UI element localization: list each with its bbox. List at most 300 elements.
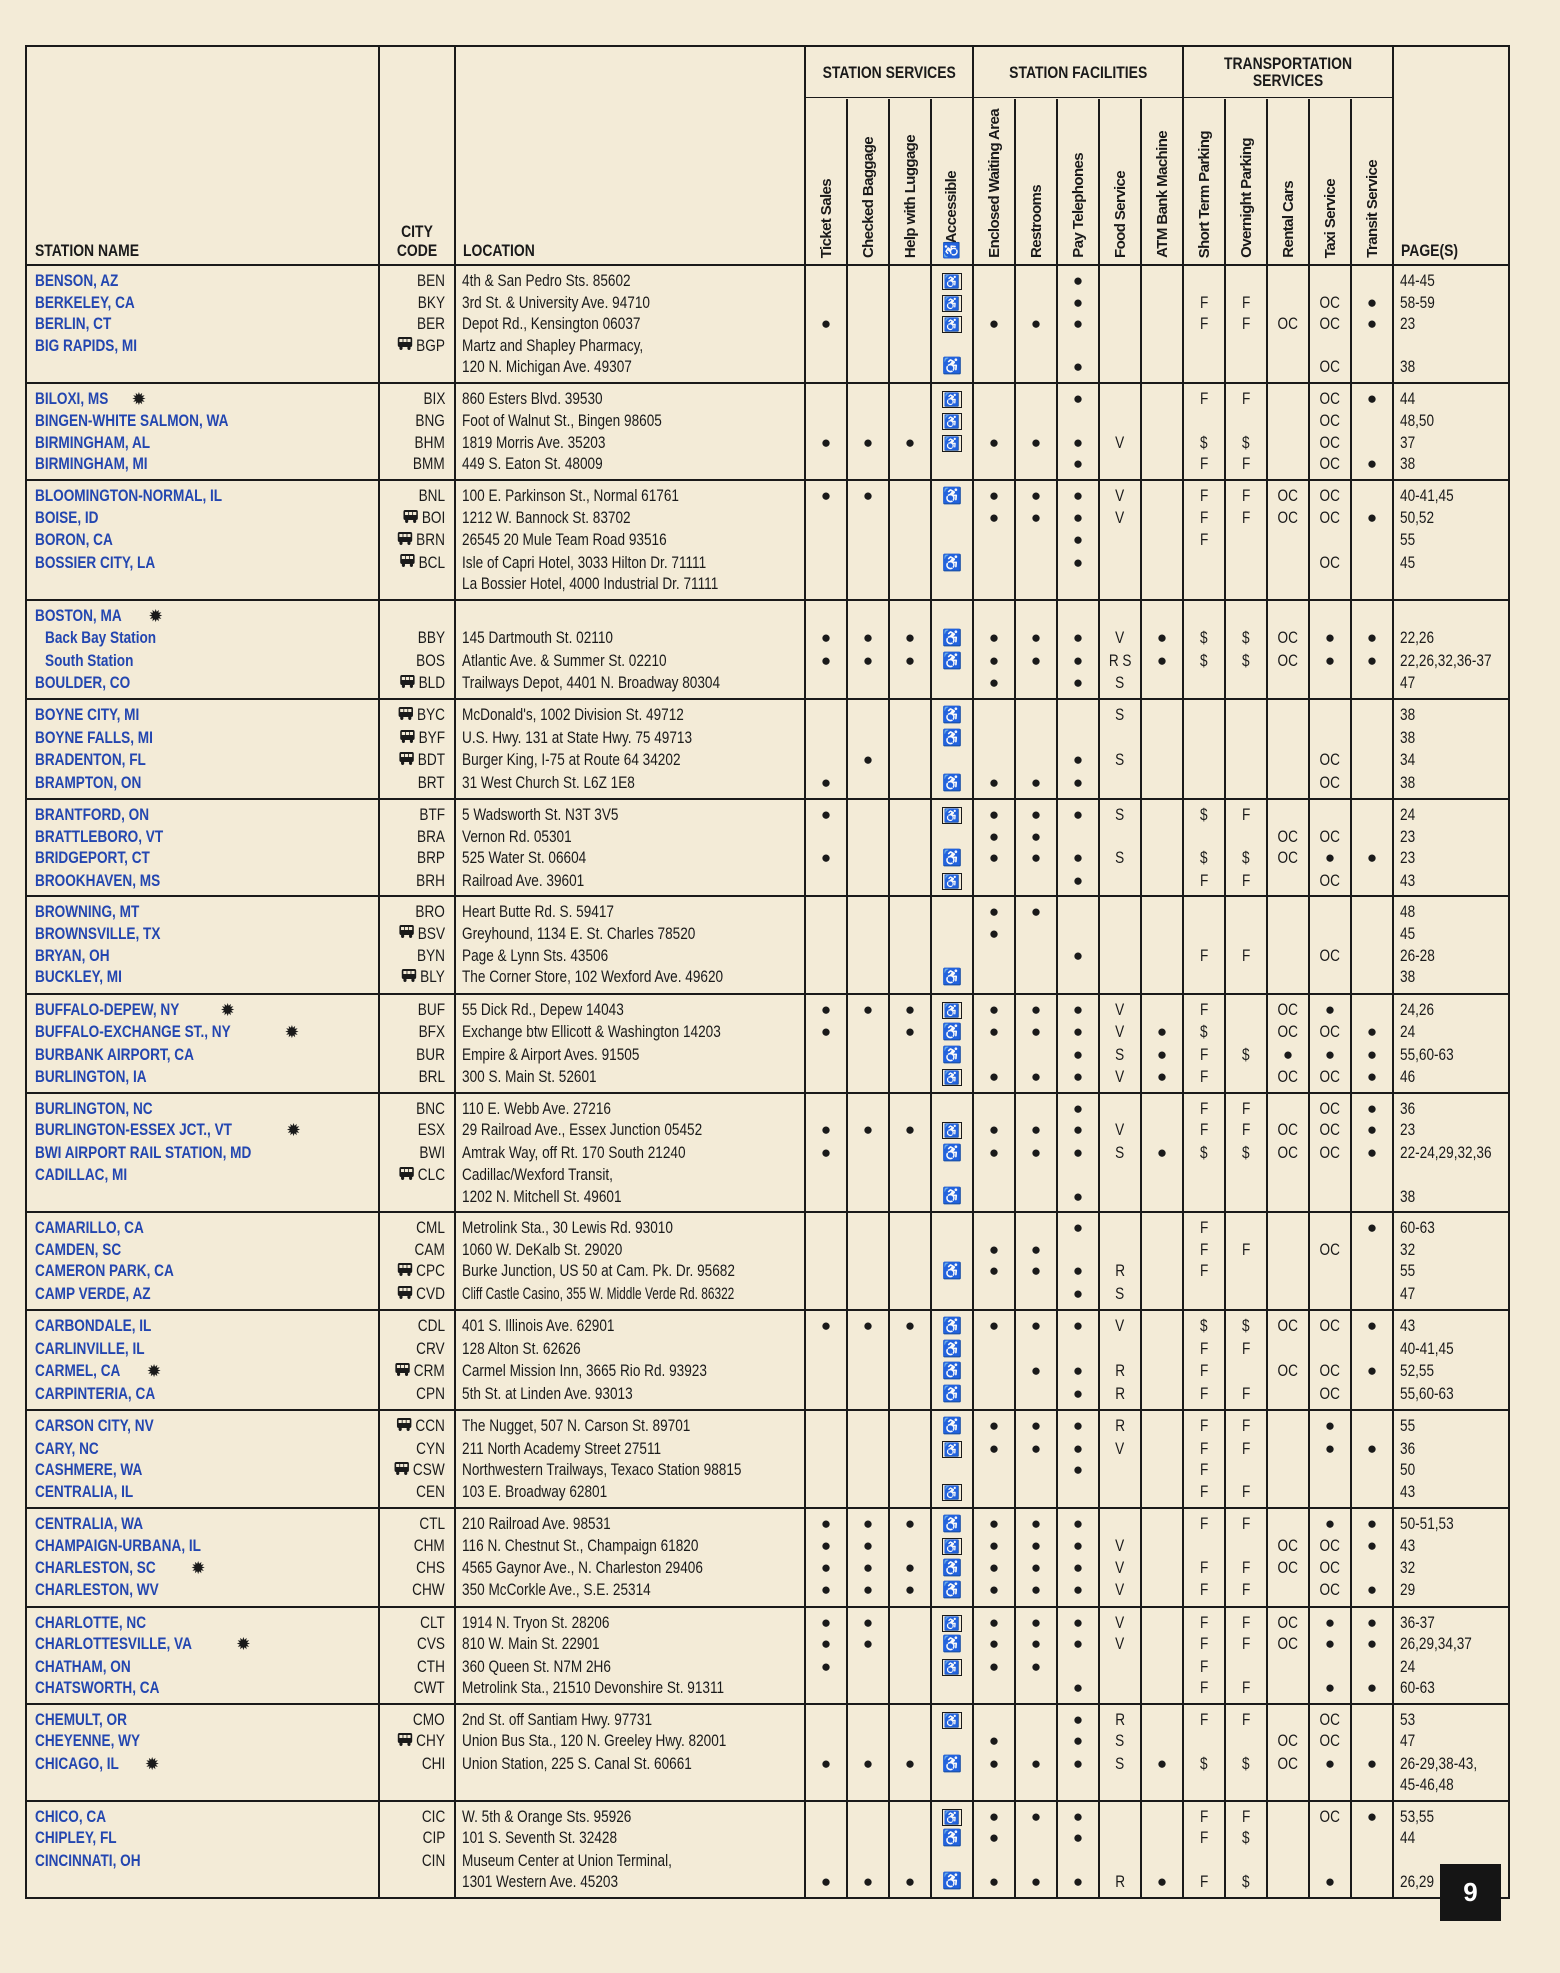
- filled-dot-icon: ●: [988, 1580, 1000, 1600]
- column-divider: [1224, 99, 1225, 1897]
- location-text: 300 S. Main St. 52601: [462, 1067, 597, 1087]
- cell-value: F: [1241, 1383, 1251, 1403]
- cell-taxi-service: [1309, 1753, 1351, 1775]
- location-text: 101 S. Seventh St. 32428: [462, 1828, 618, 1848]
- station-name[interactable]: [27, 1021, 379, 1044]
- cell-transit-service: [1351, 1119, 1393, 1141]
- cell-value: F: [1241, 1482, 1251, 1502]
- city-code-text: [418, 1119, 445, 1141]
- location-line: [462, 704, 805, 726]
- station-name[interactable]: [27, 1677, 379, 1699]
- table-row: [27, 605, 1508, 628]
- cell-taxi-service: [1309, 1142, 1351, 1164]
- station-name[interactable]: [27, 410, 379, 432]
- city-code-value: BNC: [416, 1098, 445, 1118]
- filled-dot-icon: ●: [988, 1536, 1000, 1556]
- station-name[interactable]: [27, 1383, 379, 1406]
- station-group: [27, 897, 1508, 995]
- station-name[interactable]: [27, 292, 379, 314]
- cell-value: V: [1115, 999, 1125, 1019]
- cell-value: OC: [1319, 314, 1341, 333]
- cell-value: F: [1199, 1678, 1209, 1698]
- cell-value: F: [1241, 1709, 1251, 1729]
- station-name[interactable]: [27, 388, 379, 411]
- location-text: 360 Queen St. N7M 2H6: [462, 1656, 611, 1676]
- filled-dot-icon: ●: [904, 628, 916, 648]
- filled-dot-icon: ●: [1366, 650, 1378, 670]
- station-name[interactable]: [27, 945, 379, 967]
- city-code-value: CRV: [416, 1338, 445, 1358]
- cell-value: OC: [1277, 314, 1299, 333]
- cell-restrooms: [1015, 1315, 1057, 1337]
- cell-accessible: [931, 1021, 973, 1044]
- station-name[interactable]: [27, 650, 379, 673]
- cell-accessible: [931, 1360, 973, 1383]
- station-name[interactable]: [27, 1806, 379, 1828]
- station-name[interactable]: [27, 704, 379, 727]
- station-name[interactable]: [27, 1044, 379, 1067]
- station-name[interactable]: [27, 1850, 379, 1893]
- station-name[interactable]: [27, 1513, 379, 1536]
- table-row: [27, 292, 1508, 314]
- location-text: Empire & Airport Aves. 91505: [462, 1044, 640, 1064]
- station-name[interactable]: [27, 1827, 379, 1850]
- accessible-icon: ♿: [942, 969, 962, 987]
- station-name[interactable]: [27, 485, 379, 508]
- cell-value: F: [1241, 1678, 1251, 1698]
- accessible-boxed-icon: ♿: [943, 1070, 961, 1086]
- station-name[interactable]: [27, 1709, 379, 1731]
- bus-icon: [397, 1284, 413, 1306]
- location-line: [462, 847, 805, 869]
- pages-text: 38: [1400, 1186, 1416, 1206]
- city-code: [379, 826, 455, 848]
- pages-line: [1400, 485, 1508, 507]
- cell-restrooms: [1015, 1260, 1057, 1282]
- accessible-icon: ♿: [942, 554, 962, 572]
- pages: [1393, 1438, 1508, 1460]
- header-label-text: Rental Cars: [1279, 181, 1297, 258]
- cell-restrooms: [1015, 1415, 1057, 1437]
- filled-dot-icon: ●: [1030, 1580, 1042, 1600]
- station-name[interactable]: [27, 1459, 379, 1481]
- cell-value: F: [1241, 1557, 1251, 1577]
- city-code-text: [417, 847, 445, 869]
- cell-value: R: [1115, 1361, 1125, 1381]
- cell-short-term-parking: [1183, 847, 1225, 869]
- table-row: [27, 1753, 1508, 1796]
- accessible-icon: ♿: [942, 1024, 962, 1042]
- station-name[interactable]: [27, 1360, 379, 1383]
- location-text: Union Station, 225 S. Canal St. 60661: [462, 1753, 692, 1773]
- city-code: [379, 1338, 455, 1361]
- station-name[interactable]: [27, 270, 379, 292]
- cell-taxi-service: [1309, 1415, 1351, 1437]
- location-text: 525 Water St. 06604: [462, 848, 587, 868]
- filled-dot-icon: ●: [1366, 628, 1378, 648]
- header-label: [1323, 179, 1338, 258]
- cell-pay-telephones: [1057, 1709, 1099, 1731]
- location-line: [462, 410, 805, 432]
- location-text: 210 Railroad Ave. 98531: [462, 1513, 611, 1533]
- cell-value: OC: [1319, 1316, 1341, 1336]
- cell-transit-service: [1351, 1677, 1393, 1699]
- city-code-value: BTF: [419, 805, 445, 825]
- cell-restrooms: [1015, 847, 1057, 869]
- cell-pay-telephones: [1057, 1438, 1099, 1460]
- cell-value: S: [1115, 673, 1125, 693]
- city-code-value: CIC: [421, 1806, 445, 1826]
- header-label-text: Checked Baggage: [859, 136, 877, 258]
- pages: [1393, 999, 1508, 1022]
- city-code-value: BBY: [417, 628, 445, 648]
- station-name[interactable]: [27, 1142, 379, 1165]
- accessible-boxed-icon: ♿: [943, 1441, 961, 1457]
- filled-dot-icon: ●: [862, 650, 874, 670]
- table-row: [27, 1612, 1508, 1634]
- filled-dot-icon: ●: [1072, 432, 1084, 452]
- pages-text: 55: [1400, 1261, 1416, 1281]
- city-code: [379, 1753, 455, 1796]
- cell-value: F: [1199, 1482, 1209, 1502]
- station-name-text: BOISE, ID: [35, 508, 99, 527]
- cell-atm-bank-machine: [1141, 1753, 1183, 1775]
- location: [455, 1513, 805, 1536]
- location-line: [462, 1557, 805, 1579]
- city-code-text: [415, 432, 445, 454]
- station-name[interactable]: [27, 529, 379, 551]
- cell-accessible: [931, 1142, 973, 1165]
- cell-value: $: [1200, 1316, 1208, 1336]
- pages-line: [1400, 704, 1508, 726]
- cell-value: OC: [1319, 1383, 1341, 1403]
- station-name[interactable]: [27, 1656, 379, 1678]
- cell-restrooms: [1015, 772, 1057, 794]
- filled-dot-icon: ●: [988, 805, 1000, 825]
- station-name[interactable]: [27, 335, 379, 378]
- filled-dot-icon: ●: [1030, 1753, 1042, 1773]
- station-name[interactable]: [27, 1557, 379, 1580]
- pages-line: [1400, 1579, 1508, 1601]
- filled-dot-icon: ●: [1030, 485, 1042, 505]
- cell-enclosed-waiting-area: [973, 1633, 1015, 1655]
- cell-overnight-parking: [1225, 1753, 1267, 1775]
- cell-overnight-parking: [1225, 453, 1267, 475]
- cell-value: F: [1199, 1612, 1209, 1632]
- location: [455, 1360, 805, 1383]
- pages-line: [1400, 847, 1508, 869]
- cell-short-term-parking: [1183, 1438, 1225, 1460]
- station-name[interactable]: [27, 1481, 379, 1503]
- station-name[interactable]: [27, 727, 379, 750]
- station-name[interactable]: [27, 804, 379, 826]
- city-code: [379, 1217, 455, 1239]
- pages-text: 44-45: [1400, 271, 1435, 290]
- location-text: 4565 Gaynor Ave., N. Charleston 29406: [462, 1557, 703, 1577]
- cell-overnight-parking: [1225, 1098, 1267, 1120]
- location: [455, 847, 805, 870]
- cell-accessible: [931, 1438, 973, 1460]
- station-name[interactable]: [27, 1239, 379, 1261]
- station-name[interactable]: [27, 1612, 379, 1634]
- station-name[interactable]: [27, 1217, 379, 1239]
- city-code-text: [419, 485, 445, 507]
- station-name[interactable]: [27, 901, 379, 923]
- filled-dot-icon: ●: [1072, 292, 1084, 312]
- cell-value: S: [1115, 805, 1125, 825]
- station-name[interactable]: [27, 627, 379, 650]
- station-name[interactable]: [27, 847, 379, 870]
- cell-rental-cars: [1267, 847, 1309, 869]
- station-name[interactable]: [27, 1579, 379, 1602]
- pages-text: 46: [1400, 1067, 1416, 1087]
- station-name[interactable]: [27, 672, 379, 694]
- filled-dot-icon: ●: [1156, 1044, 1168, 1064]
- pages-text: 24: [1400, 1656, 1416, 1676]
- station-name-text: BROWNING, MT: [35, 902, 140, 922]
- station-name[interactable]: [27, 923, 379, 945]
- location-text: 2nd St. off Santiam Hwy. 97731: [462, 1709, 653, 1729]
- station-name[interactable]: [27, 1260, 379, 1283]
- cell-accessible: [931, 1044, 973, 1067]
- pages-text: 34: [1400, 750, 1416, 770]
- station-name[interactable]: [27, 1119, 379, 1142]
- location: [455, 870, 805, 892]
- location-text: Heart Butte Rd. S. 59417: [462, 902, 614, 922]
- cell-value: $: [1242, 1044, 1250, 1064]
- station-name[interactable]: [27, 507, 379, 529]
- location-text: The Nugget, 507 N. Carson St. 89701: [462, 1416, 691, 1436]
- cell-taxi-service: [1309, 432, 1351, 454]
- cell-taxi-service: [1309, 507, 1351, 529]
- cell-taxi-service: [1309, 1383, 1351, 1405]
- location: [455, 270, 805, 292]
- cell-restrooms: [1015, 1239, 1057, 1261]
- cell-ticket-sales: [805, 1142, 847, 1164]
- location-line: [462, 1513, 805, 1535]
- station-name-text: CHICAGO, IL: [35, 1753, 119, 1773]
- cell-taxi-service: [1309, 772, 1351, 794]
- pages: [1393, 1459, 1508, 1481]
- station-name-text: CENTRALIA, WA: [35, 1513, 144, 1533]
- station-name[interactable]: [27, 1338, 379, 1361]
- location: [455, 966, 805, 989]
- city-code: [379, 388, 455, 411]
- pages-line: [1400, 923, 1508, 945]
- station-name[interactable]: [27, 749, 379, 771]
- cell-value: F: [1241, 454, 1251, 473]
- cell-restrooms: [1015, 1142, 1057, 1164]
- filled-dot-icon: ●: [1324, 848, 1336, 868]
- city-code: [379, 1535, 455, 1557]
- cell-short-term-parking: [1183, 1557, 1225, 1579]
- station-name-text: BERLIN, CT: [35, 314, 112, 333]
- cell-overnight-parking: [1225, 292, 1267, 314]
- station-name[interactable]: [27, 870, 379, 892]
- cell-enclosed-waiting-area: [973, 485, 1015, 507]
- cell-value: F: [1199, 1828, 1209, 1848]
- table-row: [27, 1098, 1508, 1120]
- cell-value: F: [1241, 1338, 1251, 1358]
- city-code-text: [417, 270, 445, 292]
- cell-value: F: [1199, 508, 1209, 527]
- pages-line: [1400, 1260, 1508, 1282]
- cell-value: F: [1241, 314, 1251, 333]
- station-group: [27, 384, 1508, 481]
- pages-line: [1400, 1806, 1508, 1828]
- cell-pay-telephones: [1057, 432, 1099, 454]
- station-name[interactable]: [27, 966, 379, 989]
- city-code-text: [422, 1850, 445, 1872]
- pages-text: 23: [1400, 314, 1416, 333]
- pages-line: [1400, 1021, 1508, 1043]
- station-name[interactable]: [27, 453, 379, 475]
- station-name[interactable]: [27, 1438, 379, 1460]
- filled-dot-icon: ●: [904, 1753, 916, 1773]
- filled-dot-icon: ●: [1072, 1557, 1084, 1577]
- cell-pay-telephones: [1057, 1612, 1099, 1634]
- location: [455, 1850, 805, 1893]
- header-group-group-station-facilities: [973, 47, 1183, 98]
- station-name[interactable]: [27, 1098, 379, 1120]
- header-label-text: Pay Telephones: [1069, 153, 1087, 258]
- city-code: [379, 529, 455, 551]
- city-code: [379, 1044, 455, 1067]
- location-line: [462, 507, 805, 529]
- accessible-boxed-icon: ♿: [943, 391, 961, 407]
- bus-icon: [397, 530, 413, 552]
- station-name[interactable]: [27, 1283, 379, 1305]
- station-name[interactable]: [27, 432, 379, 454]
- station-name[interactable]: [27, 313, 379, 335]
- table-row: [27, 388, 1508, 411]
- station-name[interactable]: [27, 1164, 379, 1207]
- station-name[interactable]: [27, 772, 379, 795]
- cell-restrooms: [1015, 999, 1057, 1021]
- station-name[interactable]: [27, 826, 379, 848]
- pages-line: [1400, 749, 1508, 771]
- city-code-value: BRA: [417, 826, 445, 846]
- pages-text: 48,50: [1400, 411, 1435, 430]
- cell-value: $: [1242, 1316, 1250, 1336]
- cell-pay-telephones: [1057, 1753, 1099, 1775]
- station-group: [27, 481, 1508, 601]
- pages-line: [1400, 1066, 1508, 1088]
- cell-restrooms: [1015, 485, 1057, 507]
- cell-taxi-service: [1309, 1730, 1351, 1752]
- city-code-text: [416, 1044, 445, 1066]
- station-name-text: BOYNE CITY, MI: [35, 705, 140, 725]
- header-location-label: LOCATION: [463, 241, 535, 260]
- filled-dot-icon: ●: [988, 1438, 1000, 1458]
- cell-value: R: [1115, 1709, 1125, 1729]
- filled-dot-icon: ●: [988, 1067, 1000, 1087]
- station-group: [27, 601, 1508, 701]
- city-code-text: [413, 1579, 445, 1601]
- location-line: [462, 356, 805, 378]
- cell-enclosed-waiting-area: [973, 1438, 1015, 1460]
- cell-value: OC: [1319, 411, 1341, 430]
- pages-line: [1400, 453, 1508, 475]
- station-name[interactable]: [27, 1753, 379, 1796]
- cell-pay-telephones: [1057, 870, 1099, 892]
- city-code-value: BYC: [417, 705, 445, 725]
- filled-dot-icon: ●: [1366, 1438, 1378, 1458]
- location-line: [462, 1481, 805, 1503]
- cell-value: S: [1115, 1044, 1125, 1064]
- cell-value: F: [1241, 508, 1251, 527]
- station-name[interactable]: [27, 1633, 379, 1656]
- cell-overnight-parking: [1225, 1338, 1267, 1360]
- cell-taxi-service: [1309, 410, 1351, 432]
- cell-overnight-parking: [1225, 650, 1267, 672]
- city-code-text: [417, 1338, 445, 1360]
- table-row: [27, 1338, 1508, 1361]
- location-line: [462, 923, 805, 945]
- station-name[interactable]: [27, 1415, 379, 1438]
- cell-restrooms: [1015, 804, 1057, 826]
- location-line: [462, 772, 805, 794]
- cell-short-term-parking: [1183, 945, 1225, 967]
- station-name[interactable]: [27, 605, 379, 628]
- cell-food-service: [1099, 704, 1141, 726]
- station-name-text: BENSON, AZ: [35, 271, 119, 290]
- cell-value: V: [1115, 1612, 1125, 1632]
- cell-short-term-parking: [1183, 388, 1225, 410]
- location-text: Foot of Walnut St., Bingen 98605: [462, 411, 662, 430]
- cell-food-service: [1099, 1871, 1141, 1893]
- station-name[interactable]: [27, 552, 379, 595]
- pages-line: [1400, 999, 1508, 1021]
- cell-food-service: [1099, 1021, 1141, 1043]
- station-name[interactable]: [27, 1066, 379, 1088]
- city-code-text: [398, 704, 445, 726]
- city-code-text: [418, 292, 445, 314]
- cell-food-service: [1099, 1438, 1141, 1460]
- cell-taxi-service: [1309, 1021, 1351, 1043]
- header-pages-label: PAGE(S): [1401, 241, 1459, 260]
- header-pages: [1393, 47, 1508, 264]
- station-name[interactable]: [27, 1535, 379, 1557]
- cell-short-term-parking: [1183, 1239, 1225, 1261]
- station-name[interactable]: [27, 999, 379, 1022]
- location-text: The Corner Store, 102 Wexford Ave. 49620: [462, 967, 724, 987]
- city-code-value: CML: [416, 1218, 445, 1238]
- filled-dot-icon: ●: [820, 628, 832, 648]
- location-text: Page & Lynn Sts. 43506: [462, 945, 609, 965]
- pages-text: 38: [1400, 705, 1416, 725]
- cell-accessible: [931, 485, 973, 508]
- cell-value: V: [1115, 1580, 1125, 1600]
- cell-value: OC: [1319, 870, 1341, 890]
- city-code-value: BKY: [417, 292, 445, 312]
- station-name-text: BILOXI, MS: [35, 388, 109, 408]
- pages: [1393, 1021, 1508, 1044]
- filled-dot-icon: ●: [1366, 1361, 1378, 1381]
- cell-value: $: [1242, 628, 1250, 648]
- cell-rental-cars: [1267, 1066, 1309, 1088]
- filled-dot-icon: ●: [1030, 902, 1042, 922]
- city-code: [379, 1021, 455, 1044]
- table-body: [27, 266, 1508, 1897]
- cell-short-term-parking: [1183, 1753, 1225, 1775]
- station-name[interactable]: [27, 1730, 379, 1752]
- location-line: [462, 1677, 805, 1699]
- station-name[interactable]: [27, 1315, 379, 1338]
- filled-dot-icon: ●: [862, 1557, 874, 1577]
- filled-dot-icon: ●: [988, 999, 1000, 1019]
- pages: [1393, 772, 1508, 795]
